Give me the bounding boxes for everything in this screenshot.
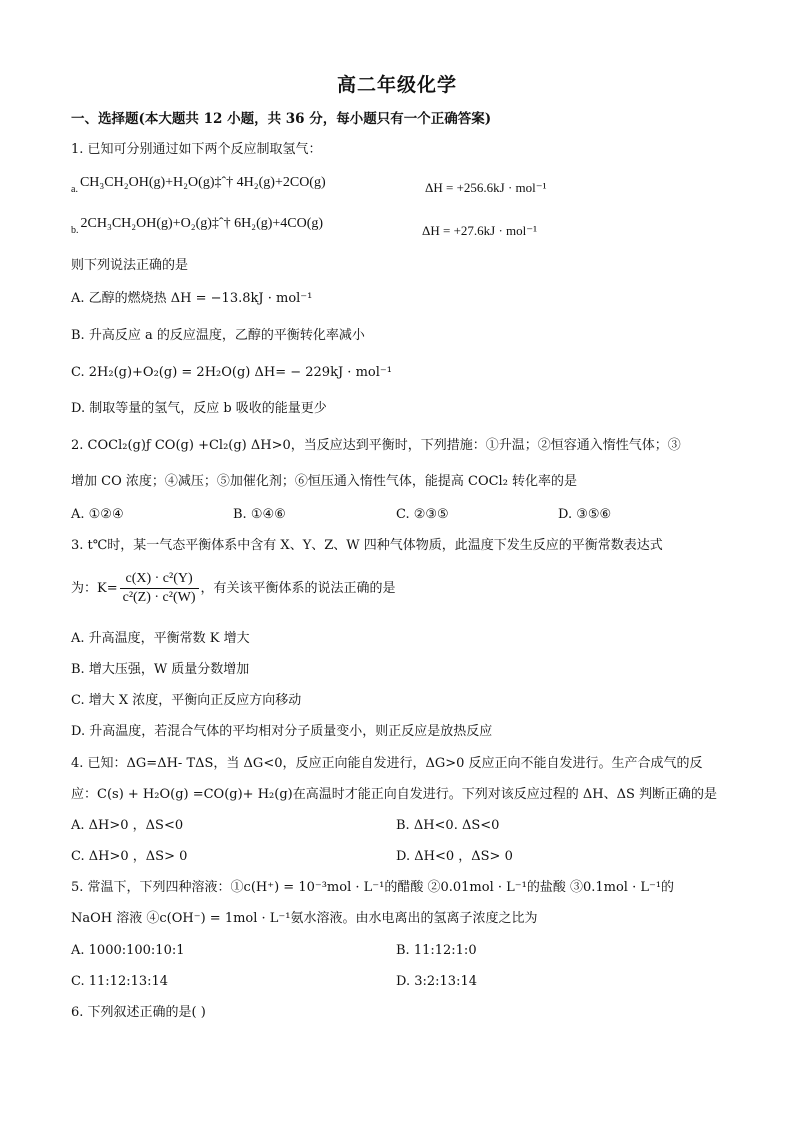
q1-question: 则下列说法正确的是 xyxy=(71,258,189,273)
q3-option-a: A. 升高温度，平衡常数 K 增大 xyxy=(71,631,250,646)
q2-option-a: A. ①②④ xyxy=(71,507,124,522)
q5-option-c: C. 11:12:13:14 xyxy=(71,974,169,989)
q6-line1: 6. 下列叙述正确的是( ) xyxy=(71,1005,206,1020)
fraction-numerator: c(X) · c²(Y) xyxy=(120,570,199,589)
q5-option-b: B. 11:12:1:0 xyxy=(396,943,477,958)
q1-option-b: B. 升高反应 a 的反应温度，乙醇的平衡转化率减小 xyxy=(71,328,365,343)
q2-option-b: B. ①④⑥ xyxy=(233,507,286,522)
q5-line1: 5. 常温下，下列四种溶液：①c(H⁺) = 10⁻³mol · L⁻¹的醋酸 ②0.01mol · L⁻¹的盐酸 ③0.1mol · L⁻¹的 xyxy=(71,880,675,895)
q3-prefix: 为：K= xyxy=(71,581,118,596)
q1-b-enthalpy: ΔH = +27.6kJ · mol⁻¹ xyxy=(422,223,538,238)
q3-option-d: D. 升高温度，若混合气体的平均相对分子质量变小，则正反应是放热反应 xyxy=(71,724,493,739)
q3-suffix: ，有关该平衡体系的说法正确的是 xyxy=(200,581,396,596)
q2-option-c: C. ②③⑤ xyxy=(396,507,449,522)
q1-option-c: C. 2H₂(g)+O₂(g) = 2H₂O(g) ΔH= − 229kJ · mol⁻¹ xyxy=(71,365,392,380)
q4-option-a: A. ΔH>0 ，ΔS<0 xyxy=(71,818,184,833)
q2-line2: 增加 CO 浓度；④减压；⑤加催化剂；⑥恒压通入惰性气体，能提高 COCl₂ 转化率的是 xyxy=(71,474,578,489)
q1-a-tag: a. xyxy=(71,184,78,195)
equilibrium-constant-fraction xyxy=(120,570,199,607)
q4-option-c: C. ΔH>0 ，ΔS> 0 xyxy=(71,849,188,864)
q5-option-d: D. 3:2:13:14 xyxy=(396,974,477,989)
q5-line2: NaOH 溶液 ④c(OH⁻) = 1mol · L⁻¹氨水溶液。由水电离出的氢离子浓度之比为 xyxy=(71,911,538,926)
q2-line1: 2. COCl₂(g)ƒ CO(g) +Cl₂(g) ΔH>0，当反应达到平衡时，下列措施：①升温；②恒容通入惰性气体；③ xyxy=(71,438,681,453)
q3-constant-expression xyxy=(71,567,396,611)
fraction-denominator: c²(Z) · c²(W) xyxy=(122,590,196,605)
q2-option-d: D. ③⑤⑥ xyxy=(558,507,612,522)
q4-line1: 4. 已知：ΔG=ΔH- TΔS，当 ΔG<0，反应正向能自发进行，ΔG>0 反应正向不能自发进行。生产合成气的反 xyxy=(71,756,703,771)
q5-option-a: A. 1000:100:10:1 xyxy=(71,943,185,958)
q1-reaction-b xyxy=(71,215,323,240)
q1-a-equation: CH₃CH₂OH(g)+H₂O(g)‡ˆ† 4H₂(g)+2CO(g) xyxy=(79,175,326,190)
q1-option-d: D. 制取等量的氢气，反应 b 吸收的能量更少 xyxy=(71,401,327,416)
q4-line2: 应：C(s) + H₂O(g) =CO(g)+ H₂(g)在高温时才能正向自发进行。下列对该反应过程的 ΔH、ΔS 判断正确的是 xyxy=(71,787,718,802)
q1-option-a: A. 乙醇的燃烧热 ΔH = −13.8kJ · mol⁻¹ xyxy=(71,291,313,306)
q3-line1: 3. t℃时，某一气态平衡体系中含有 X、Y、Z、W 四种气体物质，此温度下发生反应的平衡常数表达式 xyxy=(71,538,663,553)
q1-b-equation: 2CH₃CH₂OH(g)+O₂(g)‡ˆ† 6H₂(g)+4CO(g) xyxy=(80,216,324,231)
q1-a-enthalpy: ΔH = +256.6kJ · mol⁻¹ xyxy=(425,180,547,195)
q3-option-c: C. 增大 X 浓度，平衡向正反应方向移动 xyxy=(71,693,302,708)
q1-stem: 1. 已知可分别通过如下两个反应制取氢气： xyxy=(71,142,322,157)
q1-reaction-a xyxy=(71,174,326,199)
q4-option-d: D. ΔH<0 ，ΔS> 0 xyxy=(396,849,513,864)
q3-option-b: B. 增大压强，W 质量分数增加 xyxy=(71,662,250,677)
page-title: 高二年级化学 xyxy=(336,74,457,96)
q1-b-tag: b. xyxy=(71,225,79,236)
section-heading: 一、选择题(本大题共 12 小题，共 36 分，每小题只有一个正确答案) xyxy=(71,111,492,127)
q4-option-b: B. ΔH<0. ΔS<0 xyxy=(396,818,500,833)
